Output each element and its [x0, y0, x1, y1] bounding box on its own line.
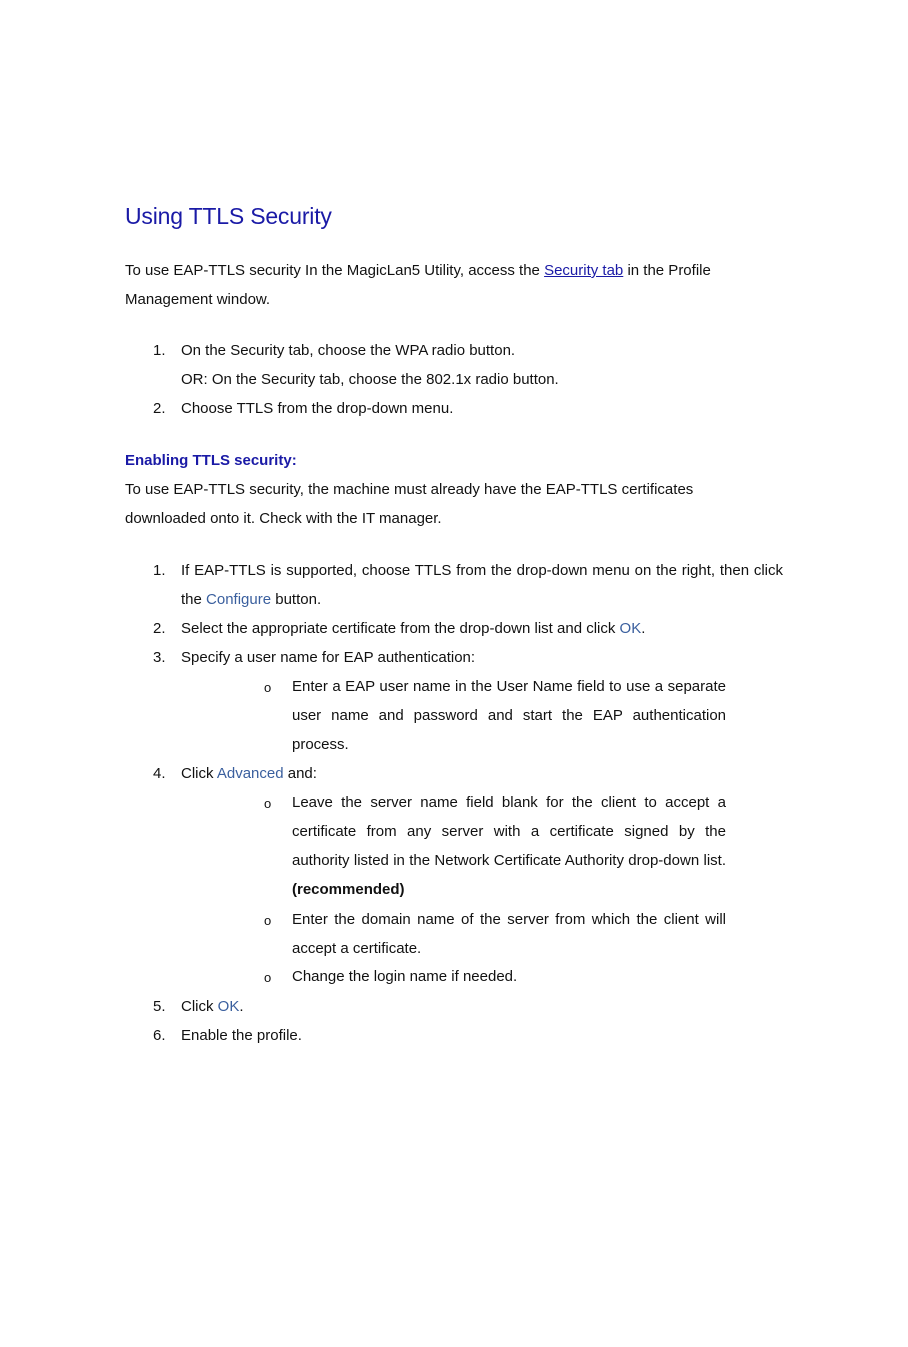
step-number: 6. — [153, 1027, 166, 1044]
step-3: Specify a user name for EAP authentication: — [181, 649, 476, 666]
intro-text-before: To use EAP-TTLS security In the MagicLan5 Utility, access the — [125, 262, 545, 279]
bullet-text: Leave the server name field blank for the client to accept a certificate from any server with a certificate signed by the authority listed in the Network Certificate Authority drop-down list. — [292, 794, 726, 869]
step-2-text-end: . — [641, 620, 646, 637]
step-1-text-end: button. — [271, 591, 322, 608]
step-6: Enable the profile. — [181, 1027, 302, 1044]
recommended-note: (recommended) — [292, 881, 405, 898]
bullet-marker: o — [264, 796, 272, 811]
configure-button-ref: Configure — [206, 591, 272, 608]
step-1 — [181, 556, 783, 614]
step-3-bullet: Enter a EAP user name in the User Name field to use a separate user name and password and start the EAP authentication process. — [292, 678, 726, 753]
list-item-alternate: OR: On the Security tab, choose the 802.1x radio button. — [181, 371, 559, 388]
list-item: On the Security tab, choose the WPA radio button. — [181, 342, 516, 359]
list-item: Choose TTLS from the drop-down menu. — [181, 400, 454, 417]
bullet-marker: o — [264, 913, 272, 928]
step-2 — [181, 614, 783, 643]
intro-text-after: in the Profile Management window. — [125, 262, 711, 308]
step-number: 2. — [153, 620, 166, 637]
step-number: 4. — [153, 765, 166, 782]
intro-paragraph — [125, 256, 785, 314]
step-2-text: Select the appropriate certificate from the drop-down list and click — [181, 620, 620, 637]
list-number: 2. — [153, 400, 166, 417]
step-4 — [181, 759, 783, 788]
ok-button-ref: OK — [619, 620, 642, 637]
page-title: Using TTLS Security — [125, 203, 332, 229]
step-5 — [181, 992, 783, 1021]
list-number: 1. — [153, 342, 166, 359]
advanced-button-ref: Advanced — [216, 765, 284, 782]
ok-button-ref: OK — [217, 998, 240, 1015]
step-5-text: Click — [181, 998, 218, 1015]
step-5-text-end: . — [239, 998, 244, 1015]
section-subheading: Enabling TTLS security: — [125, 452, 297, 469]
step-4-bullet — [292, 788, 726, 904]
step-number: 1. — [153, 562, 166, 579]
step-4-text-end: and: — [283, 765, 317, 782]
step-4-bullet: Change the login name if needed. — [292, 968, 518, 985]
bullet-marker: o — [264, 970, 272, 985]
step-4-text: Click — [181, 765, 217, 782]
security-tab-link[interactable]: Security tab — [544, 262, 624, 279]
step-number: 3. — [153, 649, 166, 666]
step-number: 5. — [153, 998, 166, 1015]
enable-paragraph: To use EAP-TTLS security, the machine must already have the EAP-TTLS certificates downloaded onto it. Check with the IT manager. — [125, 481, 694, 527]
step-1-text: If EAP-TTLS is supported, choose TTLS from the drop-down menu on the right, then click the — [181, 562, 783, 608]
step-4-bullet: Enter the domain name of the server from which the client will accept a certificate. — [292, 911, 726, 957]
bullet-marker: o — [264, 680, 272, 695]
